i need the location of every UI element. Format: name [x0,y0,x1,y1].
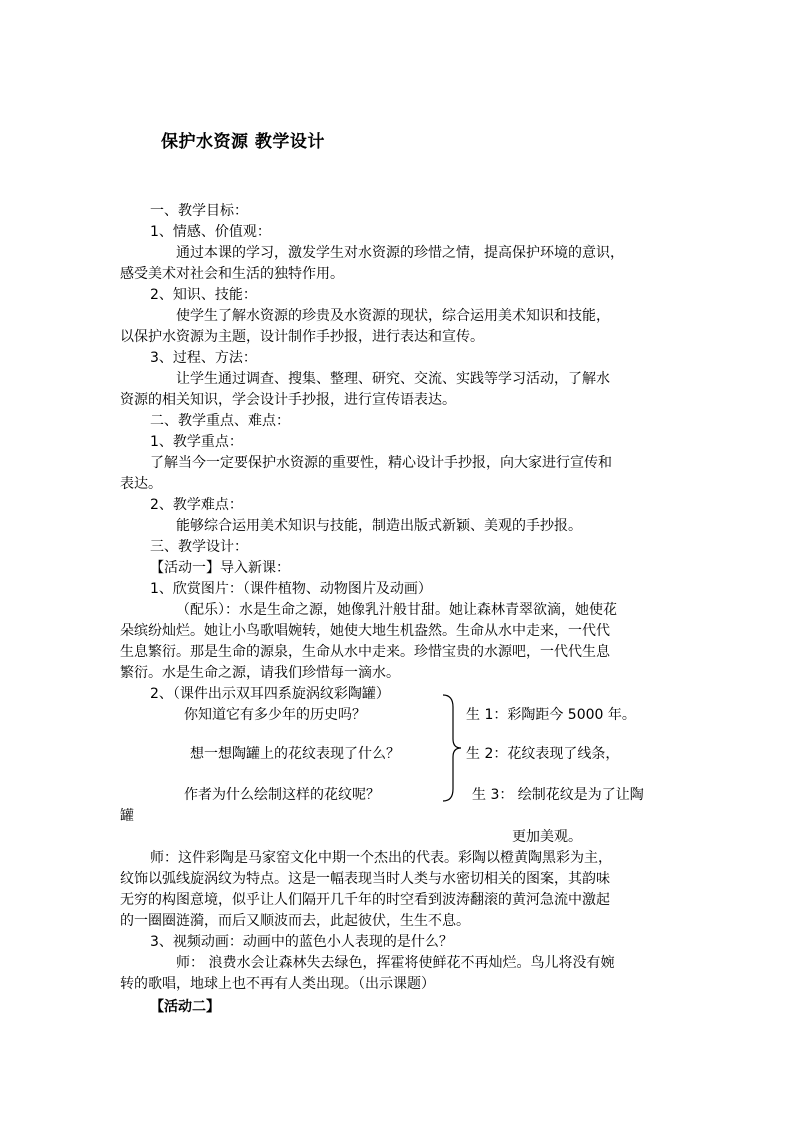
text-line: 资源的相关知识，学会设计手抄报，进行宣传语表达。 [120,392,456,408]
text-line: 【活动一】导入新课： [150,560,290,576]
question-2: 想一想陶罐上的花纹表现了什么？ [190,746,400,762]
answer-2: 生 2：花纹表现了线条， [466,746,620,762]
text-line: （配乐）：水是生命之源，她像乳汁般甘甜。她让森林青翠欲滴，她使花 [176,602,617,618]
text-line: 纹饰以弧线旋涡纹为特点。这是一幅表现当时人类与水密切相关的图案，其韵味 [120,871,610,887]
text-line: 生息繁衍。那是生命的源泉，生命从水中走来。珍惜宝贵的水源吧，一代代生息 [120,644,610,660]
text-line: 1、欣赏图片：（课件植物、动物图片及动画） [150,581,432,597]
text-line: 了解当今一定要保护水资源的重要性，精心设计手抄报，向大家进行宣传和 [150,455,612,471]
text-line: 3、视频动画：动画中的蓝色小人表现的是什么？ [150,934,453,950]
text-line: 二、教学重点、难点： [150,413,290,429]
answer-3: 生 3： 绘制花纹是为了让陶 [472,787,644,803]
text-line: 三、教学设计： [150,539,248,555]
text-line: 的一圈圈涟漪，而后又顺波而去，此起彼伏，生生不息。 [120,913,470,929]
text-line: 转的歌唱，地球上也不再有人类出现。（出示课题） [120,976,435,992]
text-line: 朵缤纷灿烂。她让小鸟歌唱婉转，她使大地生机盎然。生命从水中走来，一代代 [120,623,610,639]
text-line: 更加美观。 [512,829,582,845]
text-line: 通过本课的学习，激发学生对水资源的珍惜之情，提高保护环境的意识， [176,245,624,261]
text-line: 师：这件彩陶是马家窑文化中期一个杰出的代表。彩陶以橙黄陶黑彩为主， [150,850,612,866]
text-line: 3、过程、方法： [150,350,257,366]
text-line: 2、教学难点： [150,497,243,513]
text-line: 罐 [120,808,134,824]
text-line: 能够综合运用美术知识与技能，制造出版式新颖、美观的手抄报。 [176,518,582,534]
text-line: 繁衍。水是生命之源，请我们珍惜每一滴水。 [120,665,400,681]
text-line: 让学生通过调查、搜集、整理、研究、交流、实践等学习活动，了解水 [176,371,610,387]
text-line: 【活动二】 [150,999,220,1015]
text-line: 一、教学目标： [150,203,248,219]
answer-1: 生 1：彩陶距今 5000 年。 [466,707,636,723]
question-1: 你知道它有多少年的历史吗？ [184,707,366,723]
question-3: 作者为什么绘制这样的花纹呢？ [184,787,380,803]
text-line: 师： 浪费水会让森林失去绿色，挥霍将使鲜花不再灿烂。鸟儿将没有婉 [176,955,615,971]
text-line: 1、教学重点： [150,434,243,450]
text-line: 感受美术对社会和生活的独特作用。 [120,266,344,282]
text-line: 无穷的构图意境，似乎让人们隔开几千年的时空看到波涛翻滚的黄河急流中激起 [120,892,610,908]
text-line: 以保护水资源为主题，设计制作手抄报，进行表达和宣传。 [120,329,484,345]
right-brace-icon [441,693,465,803]
document-title: 保护水资源 教学设计 [161,132,325,152]
text-line: 表达。 [120,476,162,492]
text-line: 2、知识、技能： [150,287,257,303]
text-line: 2、（课件出示双耳四系旋涡纹彩陶罐） [150,686,390,702]
text-line: 使学生了解水资源的珍贵及水资源的现状，综合运用美术知识和技能， [176,308,610,324]
text-line: 1、情感、价值观： [150,224,271,240]
